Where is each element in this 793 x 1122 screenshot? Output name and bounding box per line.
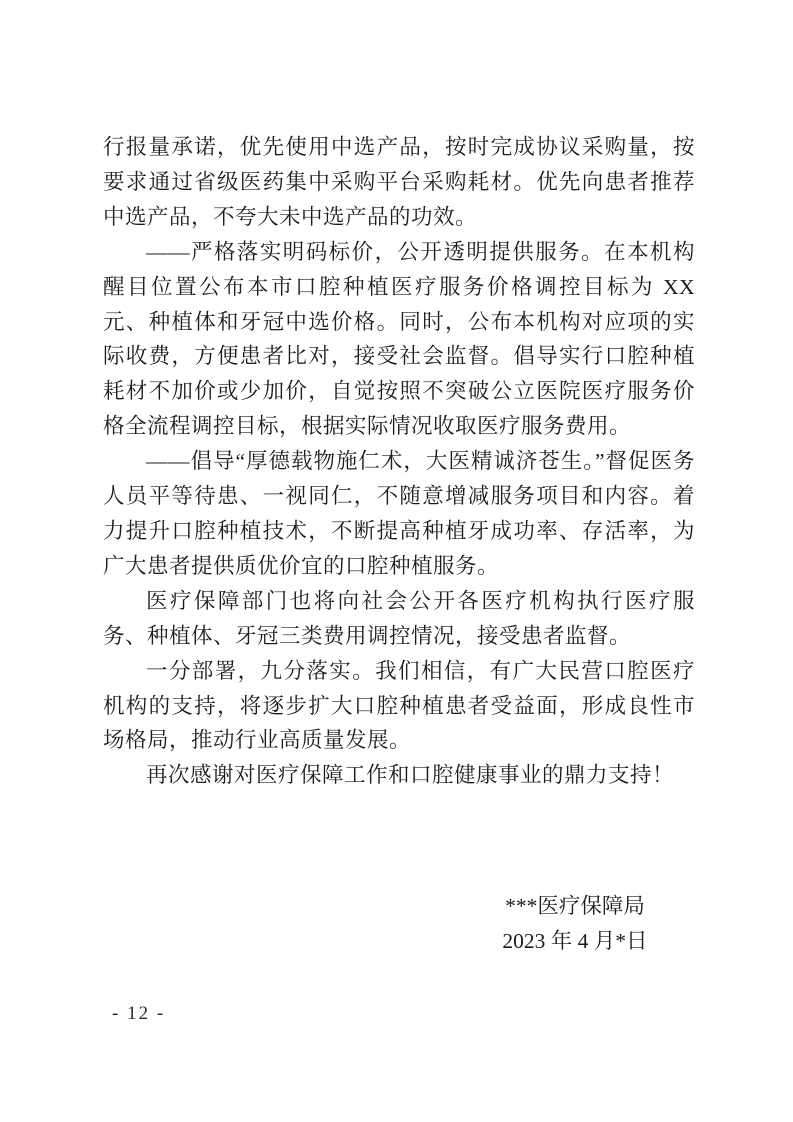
signature-block	[440, 889, 710, 959]
paragraph-continuation: 行报量承诺，优先使用中选产品，按时完成协议采购量，按要求通过省级医药集中采购平台采购耗材。优先向患者推荐中选产品，不夸大未中选产品的功效。	[103, 135, 695, 229]
paragraph-implementation: 一分部署，九分落实。我们相信，有广大民营口腔医疗机构的支持，将逐步扩大口腔种植患者受益面，形成良性市场格局，推动行业高质量发展。	[103, 658, 695, 753]
paragraph-thanks: 再次感谢对医疗保障工作和口腔健康事业的鼎力支持！	[146, 763, 675, 788]
paragraph-supervision: 医疗保障部门也将向社会公开各医疗机构执行医疗服务、种植体、牙冠三类费用调控情况，接受患者监督。	[103, 588, 695, 648]
paragraph-price-disclosure: ——严格落实明码标价，公开透明提供服务。在本机构醒目位置公布本市口腔种植医疗服务价格调控目标为 XX 元、种植体和牙冠中选价格。同时，公布本机构对应项的实际收费，方便患者比对，接受社会监督。倡导实行口腔种植耗材不加价或少加价，自觉按照不突破公立医院医疗服务价格全流程调控目标，根据实际情况收取医疗服务费用。	[103, 239, 695, 439]
paragraph-service-ethics: ——倡导“厚德载物施仁术，大医精诚济苍生。”督促医务人员平等待患、一视同仁，不随意增减服务项目和内容。着力提升口腔种植技术，不断提高种植牙成功率、存活率，为广大患者提供质优价宜的口腔种植服务。	[103, 449, 695, 578]
document-body	[103, 130, 695, 793]
page-number: - 12 -	[112, 1003, 166, 1024]
signature-issuer: ***医疗保障局	[505, 894, 645, 918]
signature-date: 2023 年 4 月*日	[502, 929, 648, 953]
